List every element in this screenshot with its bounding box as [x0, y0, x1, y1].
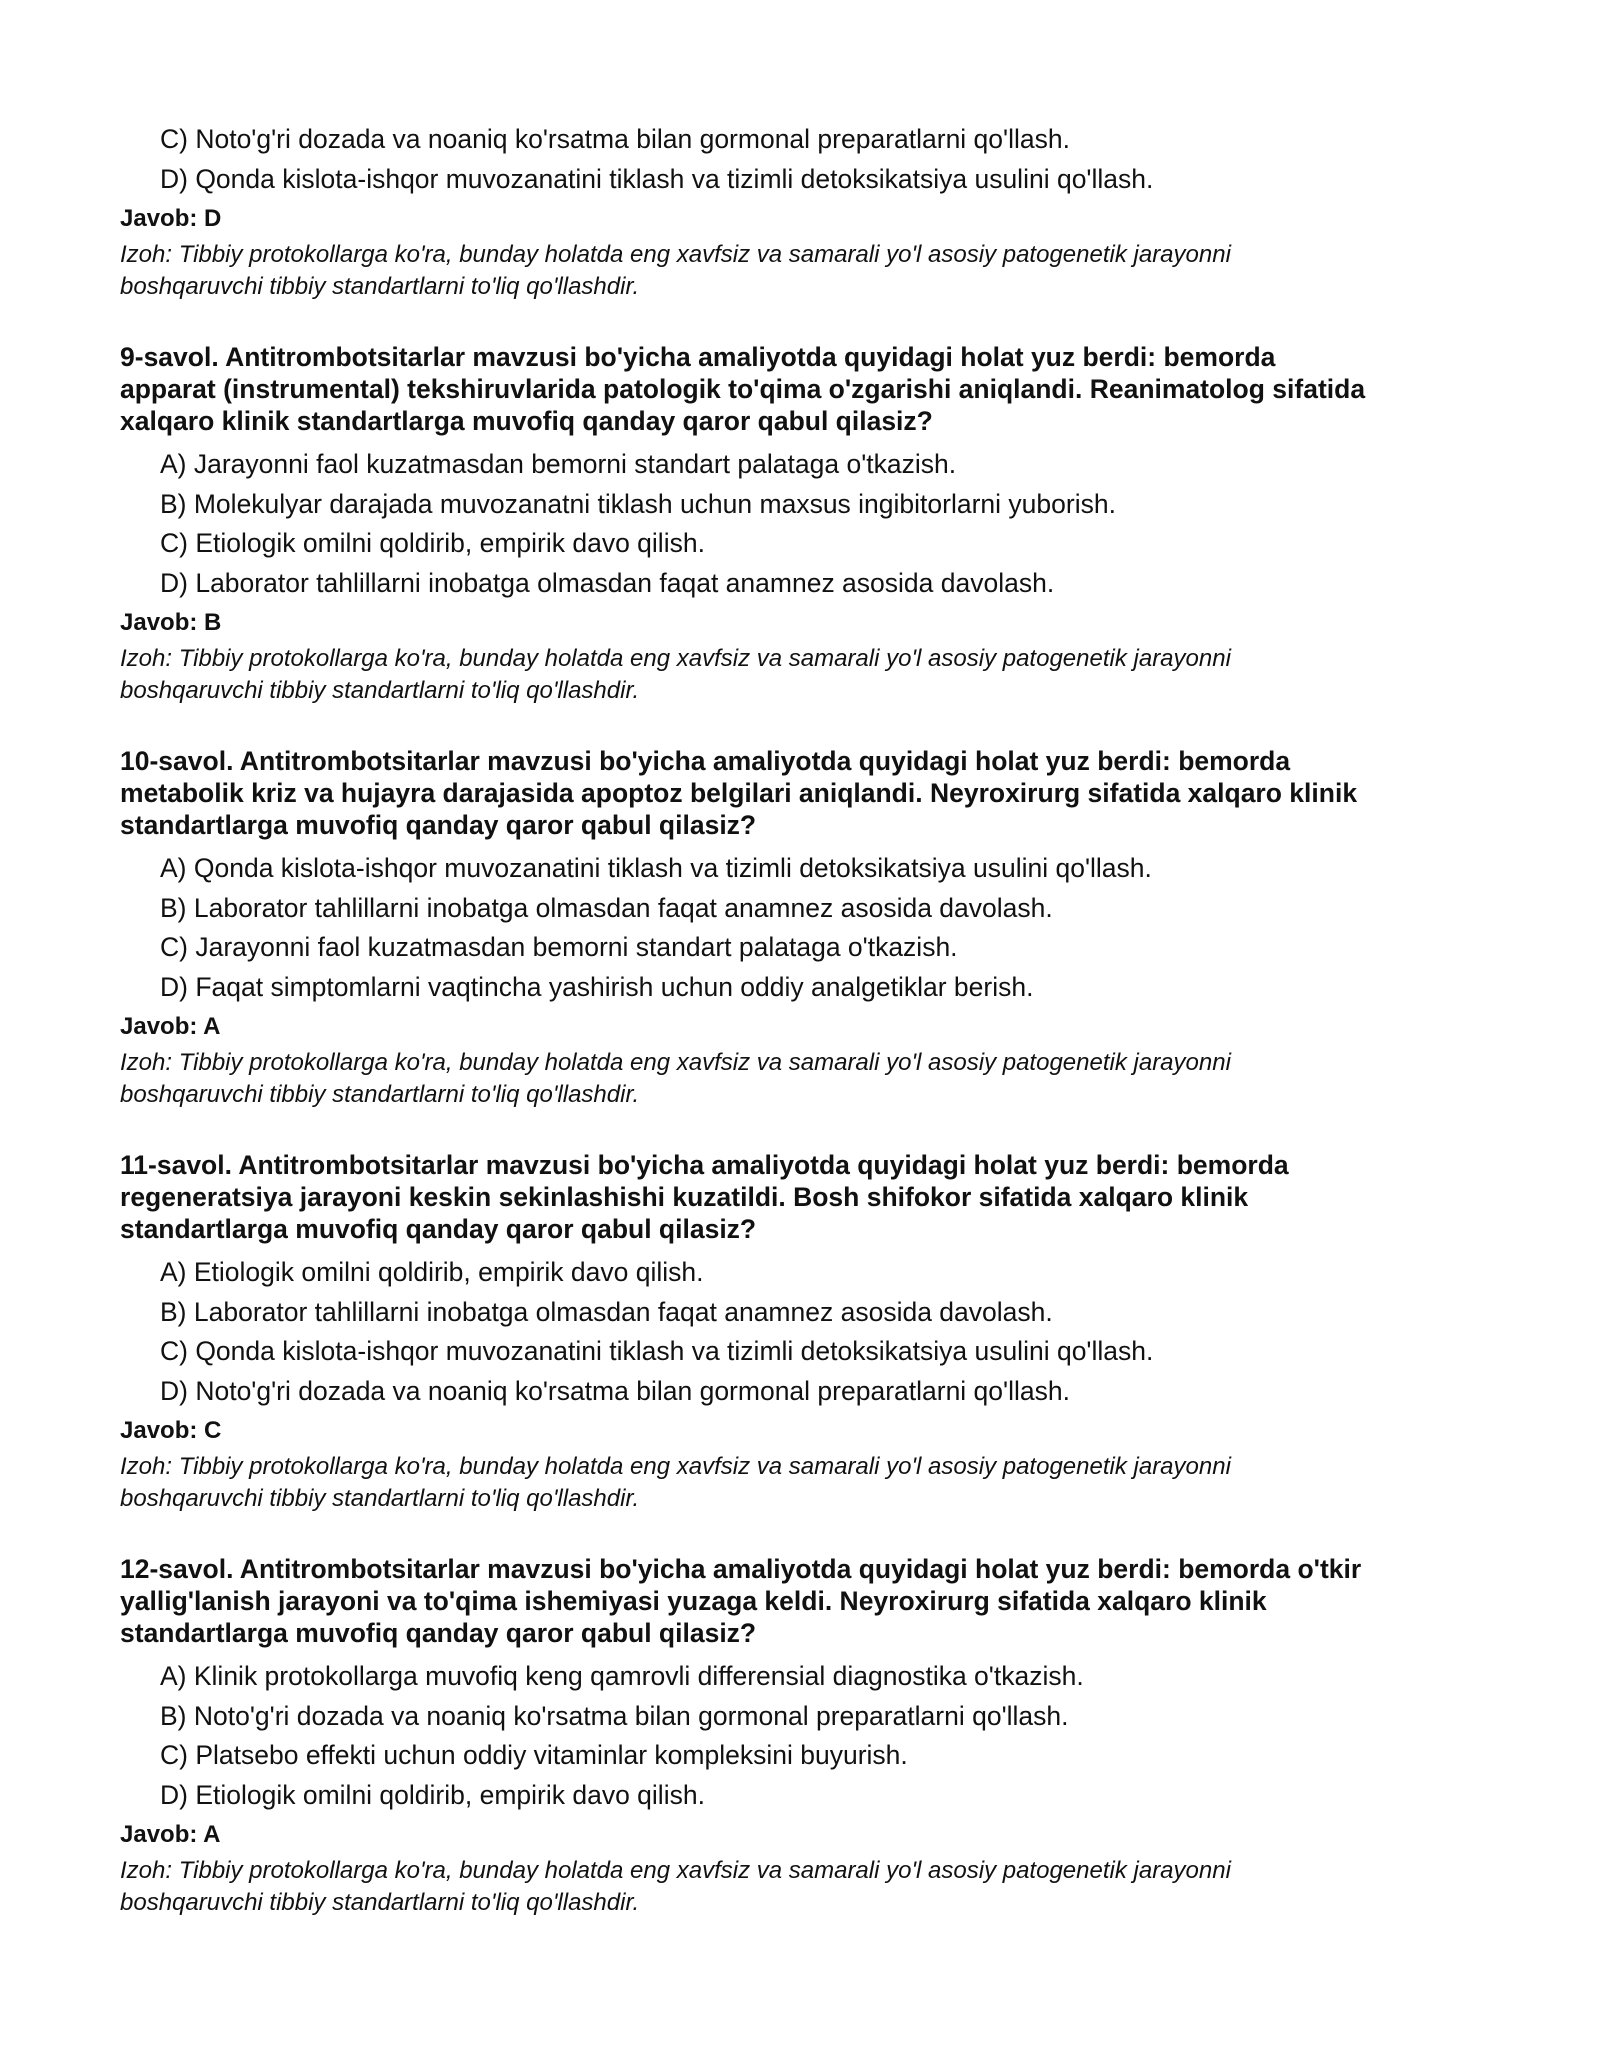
option-c: C) Platsebo effekti uchun oddiy vitaminlar kompleksini buyurish.: [160, 1740, 908, 1770]
explanation-note: [120, 239, 1500, 303]
question-title-line: apparat (instrumental) tekshiruvlarida patologik to'qima o'zgarishi aniqlandi. Reanimatolog sifatida: [120, 374, 1366, 404]
option-c: C) Jarayonni faol kuzatmasdan bemorni standart palataga o'tkazish.: [160, 932, 958, 962]
option-a: A) Qonda kislota-ishqor muvozanatini tiklash va tizimli detoksikatsiya usulini qo'llash.: [160, 853, 1152, 883]
explanation-note: [120, 1855, 1500, 1919]
option-list: [120, 120, 1500, 199]
question-title-line: 12-savol. Antitrombotsitarlar mavzusi bo'yicha amaliyotda quyidagi holat yuz berdi: bemorda o'tkir: [120, 1554, 1362, 1584]
option-b: B) Molekulyar darajada muvozanatni tiklash uchun maxsus ingibitorlarni yuborish.: [160, 488, 1116, 519]
question-title: [120, 1553, 1500, 1649]
question-11: [120, 1149, 1500, 1515]
option-d: D) Laborator tahlillarni inobatga olmasdan faqat anamnez asosida davolash.: [160, 567, 1055, 598]
option-c: C) Etiologik omilni qoldirib, empirik davo qilish.: [160, 528, 705, 558]
explanation-line: Izoh: Tibbiy protokollarga ko'ra, bunday holatda eng xavfsiz va samarali yo'l asosiy patogenetik jarayonni: [120, 241, 1231, 268]
question-title: [120, 1149, 1500, 1245]
explanation-line: Izoh: Tibbiy protokollarga ko'ra, bunday holatda eng xavfsiz va samarali yo'l asosiy patogenetik jarayonni: [120, 1049, 1231, 1076]
explanation-note: [120, 1047, 1500, 1111]
question-title-line: xalqaro klinik standartlarga muvofiq qanday qaror qabul qilasiz?: [120, 406, 933, 436]
answer-label: Javob: D: [120, 205, 222, 232]
explanation-line: boshqaruvchi tibbiy standartlarni to'liq qo'llashdir.: [120, 1081, 640, 1108]
document-page: [120, 120, 1500, 1919]
question-title-line: standartlarga muvofiq qanday qaror qabul qilasiz?: [120, 810, 757, 840]
explanation-line: boshqaruvchi tibbiy standartlarni to'liq qo'llashdir.: [120, 1889, 640, 1916]
option-a: A) Jarayonni faol kuzatmasdan bemorni standart palataga o'tkazish.: [160, 449, 957, 479]
option-list: [120, 445, 1500, 603]
option-c: C) Qonda kislota-ishqor muvozanatini tiklash va tizimli detoksikatsiya usulini qo'llash.: [160, 1336, 1154, 1366]
explanation-line: boshqaruvchi tibbiy standartlarni to'liq qo'llashdir.: [120, 677, 640, 704]
question-title: [120, 341, 1500, 437]
answer-label: Javob: B: [120, 609, 222, 636]
question-title-line: metabolik kriz va hujayra darajasida apoptoz belgilari aniqlandi. Neyroxirurg sifatida xalqaro klinik: [120, 778, 1358, 808]
explanation-line: Izoh: Tibbiy protokollarga ko'ra, bunday holatda eng xavfsiz va samarali yo'l asosiy patogenetik jarayonni: [120, 645, 1231, 672]
question-title-line: 10-savol. Antitrombotsitarlar mavzusi bo'yicha amaliyotda quyidagi holat yuz berdi: bemorda: [120, 746, 1291, 776]
explanation-line: Izoh: Tibbiy protokollarga ko'ra, bunday holatda eng xavfsiz va samarali yo'l asosiy patogenetik jarayonni: [120, 1857, 1231, 1884]
question-title-line: 9-savol. Antitrombotsitarlar mavzusi bo'yicha amaliyotda quyidagi holat yuz berdi: bemorda: [120, 342, 1276, 372]
option-list: [120, 1253, 1500, 1411]
question-12: [120, 1553, 1500, 1919]
option-list: [120, 849, 1500, 1007]
option-c: C) Noto'g'ri dozada va noaniq ko'rsatma bilan gormonal preparatlarni qo'llash.: [160, 124, 1070, 154]
explanation-line: boshqaruvchi tibbiy standartlarni to'liq qo'llashdir.: [120, 273, 640, 300]
question-10: [120, 745, 1500, 1111]
explanation-line: boshqaruvchi tibbiy standartlarni to'liq qo'llashdir.: [120, 1485, 640, 1512]
option-a: A) Etiologik omilni qoldirib, empirik davo qilish.: [160, 1257, 704, 1287]
question-9: [120, 341, 1500, 707]
question-carryover: [120, 120, 1500, 303]
option-b: B) Laborator tahlillarni inobatga olmasdan faqat anamnez asosida davolash.: [160, 892, 1053, 923]
option-b: B) Laborator tahlillarni inobatga olmasdan faqat anamnez asosida davolash.: [160, 1296, 1053, 1327]
option-list: [120, 1657, 1500, 1815]
question-title: [120, 745, 1500, 841]
explanation-line: Izoh: Tibbiy protokollarga ko'ra, bunday holatda eng xavfsiz va samarali yo'l asosiy patogenetik jarayonni: [120, 1453, 1231, 1480]
explanation-note: [120, 1451, 1500, 1515]
question-title-line: standartlarga muvofiq qanday qaror qabul qilasiz?: [120, 1618, 757, 1648]
explanation-note: [120, 643, 1500, 707]
question-title-line: regeneratsiya jarayoni keskin sekinlashishi kuzatildi. Bosh shifokor sifatida xalqaro klinik: [120, 1182, 1249, 1212]
option-d: D) Qonda kislota-ishqor muvozanatini tiklash va tizimli detoksikatsiya usulini qo'llash.: [160, 163, 1154, 194]
option-d: D) Noto'g'ri dozada va noaniq ko'rsatma bilan gormonal preparatlarni qo'llash.: [160, 1375, 1070, 1406]
answer-label: Javob: C: [120, 1417, 222, 1444]
answer-label: Javob: A: [120, 1013, 221, 1040]
option-d: D) Faqat simptomlarni vaqtincha yashirish uchun oddiy analgetiklar berish.: [160, 971, 1034, 1002]
question-title-line: standartlarga muvofiq qanday qaror qabul qilasiz?: [120, 1214, 757, 1244]
option-b: B) Noto'g'ri dozada va noaniq ko'rsatma bilan gormonal preparatlarni qo'llash.: [160, 1700, 1069, 1731]
question-title-line: yallig'lanish jarayoni va to'qima ishemiyasi yuzaga keldi. Neyroxirurg sifatida xalqaro klinik: [120, 1586, 1267, 1616]
answer-label: Javob: A: [120, 1821, 221, 1848]
question-title-line: 11-savol. Antitrombotsitarlar mavzusi bo'yicha amaliyotda quyidagi holat yuz berdi: bemorda: [120, 1150, 1289, 1180]
option-a: A) Klinik protokollarga muvofiq keng qamrovli differensial diagnostika o'tkazish.: [160, 1661, 1084, 1691]
option-d: D) Etiologik omilni qoldirib, empirik davo qilish.: [160, 1779, 705, 1810]
